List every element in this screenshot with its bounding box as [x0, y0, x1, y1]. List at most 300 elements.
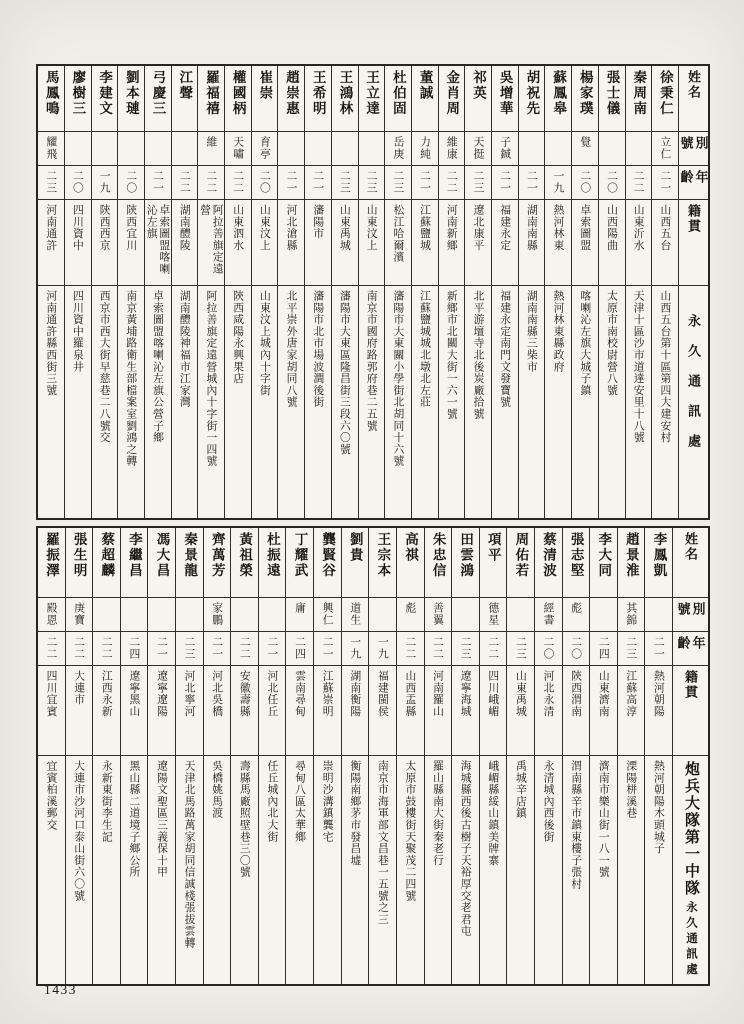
origin-cell — [590, 666, 617, 756]
address-cell — [535, 756, 562, 984]
person-alias: 耀飛 — [45, 136, 58, 160]
person-age: 二二 — [100, 636, 113, 660]
person-origin: 四川宜賓 — [45, 670, 58, 718]
header-age-cell — [679, 166, 708, 200]
origin-cell — [252, 200, 278, 286]
name-cell — [342, 528, 369, 598]
address-cell — [314, 756, 341, 984]
alias-cell — [535, 598, 562, 632]
address-cell — [425, 756, 452, 984]
person-column — [598, 66, 625, 518]
name-cell — [38, 66, 64, 132]
age-cell — [93, 632, 120, 666]
person-alias: 彪 — [570, 602, 583, 614]
person-origin: 河南羅山 — [432, 670, 445, 718]
alias-cell — [618, 598, 645, 632]
address-cell — [92, 286, 118, 518]
person-address: 渭南縣辛市鎮東樓子張村 — [570, 760, 583, 890]
origin-cell — [176, 666, 203, 756]
name-cell — [314, 528, 341, 598]
age-cell — [626, 166, 652, 200]
person-alias: 庸 — [294, 602, 307, 614]
person-age: 二一 — [321, 636, 334, 660]
person-address: 喀喇沁左旗大城子鎮 — [579, 290, 592, 397]
person-age: 二三 — [392, 170, 405, 194]
address-cell — [439, 286, 465, 518]
alias-cell — [507, 598, 534, 632]
age-cell — [286, 632, 313, 666]
age-cell — [225, 166, 251, 200]
header-address-label: 永久通訊處 — [686, 314, 701, 464]
person-name: 王鴻林 — [337, 70, 353, 117]
person-origin: 河北滄縣 — [285, 204, 298, 252]
person-name: 張士儀 — [604, 70, 620, 117]
age-cell — [599, 166, 625, 200]
person-age: 二二 — [232, 170, 245, 194]
person-address: 瀋陽市大東關小學街北胡同十六號 — [392, 290, 405, 467]
address-cell — [66, 756, 93, 984]
person-name: 蘇鳳皋 — [551, 70, 567, 117]
person-column — [411, 66, 438, 518]
name-cell — [535, 528, 562, 598]
person-address: 西京市西大街早慈巷二八號交 — [98, 290, 111, 444]
age-cell — [66, 632, 93, 666]
age-cell — [465, 166, 491, 200]
person-name: 馮大昌 — [154, 532, 170, 579]
person-name: 張志堅 — [568, 532, 584, 579]
person-alias: 維康 — [445, 136, 458, 160]
person-column — [491, 66, 518, 518]
age-cell — [572, 166, 598, 200]
age-cell — [198, 166, 224, 200]
origin-cell — [342, 666, 369, 756]
origin-cell — [545, 200, 571, 286]
header-age-cell — [673, 632, 708, 666]
origin-cell — [480, 666, 507, 756]
person-address: 北平游壇寺北後炭廠拾號 — [472, 290, 485, 420]
name-cell — [38, 528, 65, 598]
name-cell — [465, 66, 491, 132]
age-cell — [480, 632, 507, 666]
person-name: 劉貴 — [347, 532, 363, 563]
person-age: 二二 — [205, 170, 218, 194]
person-name: 崔崇 — [257, 70, 273, 101]
person-address: 壽縣馬廠照壁巷三〇號 — [238, 760, 251, 878]
address-cell — [225, 286, 251, 518]
person-origin: 瀋陽市 — [312, 204, 325, 240]
person-age: 二二 — [45, 636, 58, 660]
person-alias: 岳庚 — [392, 136, 405, 160]
origin-cell — [535, 666, 562, 756]
name-cell — [148, 528, 175, 598]
person-alias: 力純 — [419, 136, 432, 160]
person-age: 二一 — [525, 170, 538, 194]
person-age: 一九 — [376, 636, 389, 660]
age-cell — [425, 632, 452, 666]
person-address: 太原市南校尉營八號 — [605, 290, 618, 397]
person-column — [117, 66, 144, 518]
age-cell — [618, 632, 645, 666]
person-address: 羅山縣南大街秦老行 — [432, 760, 445, 867]
address-cell — [278, 286, 304, 518]
alias-cell — [626, 132, 652, 166]
person-address: 黑山縣二道境子鄉公所 — [128, 760, 141, 878]
person-age: 二三 — [338, 170, 351, 194]
name-cell — [278, 66, 304, 132]
address-cell — [507, 756, 534, 984]
alias-cell — [38, 598, 65, 632]
person-column — [651, 66, 678, 518]
person-origin: 遼寧遼陽 — [155, 670, 168, 718]
person-origin: 卓索圖盟喀喇沁左旗 — [145, 204, 171, 275]
origin-cell — [397, 666, 424, 756]
name-cell — [172, 66, 198, 132]
person-origin: 山西五台 — [659, 204, 672, 252]
origin-cell — [626, 200, 652, 286]
person-origin: 山東泗水 — [232, 204, 245, 252]
address-cell — [599, 286, 625, 518]
origin-cell — [38, 666, 65, 756]
person-name: 王立達 — [364, 70, 380, 117]
name-cell — [563, 528, 590, 598]
person-column — [368, 528, 396, 984]
person-origin: 卓索圖盟 — [579, 204, 592, 252]
person-name: 徐秉仁 — [657, 70, 673, 117]
origin-cell — [652, 200, 678, 286]
person-origin: 山東禹城 — [514, 670, 527, 718]
alias-cell — [204, 598, 231, 632]
person-alias: 天嘯 — [232, 136, 245, 160]
age-cell — [563, 632, 590, 666]
person-age: 二三 — [459, 636, 472, 660]
alias-cell — [231, 598, 258, 632]
person-age: 一九 — [98, 170, 111, 194]
person-origin: 安徽壽縣 — [238, 670, 251, 718]
person-alias: 天挺 — [472, 136, 485, 160]
person-age: 二〇 — [542, 636, 555, 660]
address-cell — [590, 756, 617, 984]
person-address: 福建永定南門文發寶號 — [499, 290, 512, 408]
header-alias-cell — [679, 132, 708, 166]
person-origin: 江蘇崇明 — [321, 670, 334, 718]
roster-table-bottom — [36, 526, 710, 986]
address-cell — [231, 756, 258, 984]
address-cell — [93, 756, 120, 984]
person-origin: 山東沂水 — [632, 204, 645, 252]
alias-cell — [121, 598, 148, 632]
person-name: 蔡超麟 — [99, 532, 115, 579]
person-name: 田雲鴻 — [458, 532, 474, 579]
person-alias: 庚寶 — [73, 602, 86, 626]
address-cell — [465, 286, 491, 518]
name-cell — [332, 66, 358, 132]
alias-cell — [492, 132, 518, 166]
age-cell — [38, 632, 65, 666]
address-cell — [198, 286, 224, 518]
address-cell — [118, 286, 144, 518]
header-origin-label: 籍貫 — [686, 204, 701, 234]
name-cell — [545, 66, 571, 132]
person-column — [313, 528, 341, 984]
person-origin: 四川峨嵋 — [487, 670, 500, 718]
person-age: 二三 — [365, 170, 378, 194]
age-cell — [369, 632, 396, 666]
person-column — [341, 528, 369, 984]
person-column — [396, 528, 424, 984]
header-origin-label: 籍貫 — [683, 670, 698, 700]
address-cell — [259, 756, 286, 984]
origin-cell — [645, 666, 672, 756]
age-cell — [645, 632, 672, 666]
age-cell — [397, 632, 424, 666]
age-cell — [342, 632, 369, 666]
name-cell — [66, 528, 93, 598]
header-age-label: 年齡 — [679, 170, 708, 185]
person-address: 湖南醴陵神福市江家灣 — [178, 290, 191, 408]
alias-cell — [397, 598, 424, 632]
origin-cell — [314, 666, 341, 756]
origin-cell — [231, 666, 258, 756]
person-alias: 育亭 — [258, 136, 271, 160]
alias-cell — [425, 598, 452, 632]
origin-cell — [93, 666, 120, 756]
page-number: 1433 — [44, 982, 77, 997]
person-origin: 江西永新 — [100, 670, 113, 718]
origin-cell — [286, 666, 313, 756]
name-cell — [618, 528, 645, 598]
age-cell — [412, 166, 438, 200]
age-cell — [38, 166, 64, 200]
person-column — [617, 528, 645, 984]
person-origin: 山東汶上 — [365, 204, 378, 252]
name-cell — [652, 66, 678, 132]
person-address: 南京黃埔路衛生部檔案室劉鴻之轉 — [125, 290, 138, 467]
alias-cell — [652, 132, 678, 166]
origin-cell — [465, 200, 491, 286]
person-name: 丁耀武 — [292, 532, 308, 579]
address-cell — [204, 756, 231, 984]
address-cell — [176, 756, 203, 984]
person-alias: 子鋮 — [499, 136, 512, 160]
header-address-cell — [679, 286, 708, 518]
name-cell — [252, 66, 278, 132]
person-age: 二三 — [625, 636, 638, 660]
address-cell — [252, 286, 278, 518]
person-name: 羅福禧 — [203, 70, 219, 117]
name-cell — [204, 528, 231, 598]
header-alias-label: 別號 — [679, 136, 708, 151]
name-cell — [305, 66, 331, 132]
age-cell — [145, 166, 171, 200]
person-alias: 經書 — [542, 602, 555, 626]
alias-cell — [342, 598, 369, 632]
person-column — [304, 66, 331, 518]
name-cell — [590, 528, 617, 598]
person-name: 馬鳳鳴 — [43, 70, 59, 117]
origin-cell — [412, 200, 438, 286]
person-name: 李大同 — [596, 532, 612, 579]
name-cell — [93, 528, 120, 598]
person-name: 李繼昌 — [126, 532, 142, 579]
person-address: 永新東街李生記 — [100, 760, 113, 843]
age-cell — [535, 632, 562, 666]
age-cell — [439, 166, 465, 200]
name-cell — [231, 528, 258, 598]
person-name: 祁英 — [470, 70, 486, 101]
person-alias: 家鵬 — [211, 602, 224, 626]
person-origin: 湖南南縣 — [525, 204, 538, 252]
age-cell — [359, 166, 385, 200]
age-cell — [519, 166, 545, 200]
person-origin: 松江哈爾濱 — [392, 204, 405, 263]
header-column — [672, 528, 708, 984]
origin-cell — [492, 200, 518, 286]
person-origin: 湖南衡陽 — [349, 670, 362, 718]
person-column — [91, 66, 118, 518]
address-cell — [452, 756, 479, 984]
person-column — [147, 528, 175, 984]
name-cell — [425, 528, 452, 598]
alias-cell — [480, 598, 507, 632]
person-column — [384, 66, 411, 518]
address-cell — [412, 286, 438, 518]
person-column — [589, 528, 617, 984]
person-age: 二一 — [285, 170, 298, 194]
person-address: 崇明沙溝鎮龔宅 — [321, 760, 334, 843]
person-origin: 河南通許 — [45, 204, 58, 252]
age-cell — [545, 166, 571, 200]
person-column — [358, 66, 385, 518]
person-name: 趙景淮 — [623, 532, 639, 579]
person-name: 胡祝先 — [524, 70, 540, 117]
name-cell — [118, 66, 144, 132]
person-name: 江聲 — [177, 70, 193, 101]
origin-cell — [385, 200, 411, 286]
person-origin: 阿拉善旗定遠營 — [199, 204, 224, 275]
origin-cell — [278, 200, 304, 286]
person-address: 溧陽栟溪巷 — [625, 760, 638, 819]
person-age: 二〇 — [258, 170, 271, 194]
alias-cell — [452, 598, 479, 632]
name-cell — [225, 66, 251, 132]
name-cell — [385, 66, 411, 132]
alias-cell — [172, 132, 198, 166]
person-name: 秦周南 — [631, 70, 647, 117]
person-address: 永清城內西後街 — [542, 760, 555, 843]
person-name: 羅振澤 — [44, 532, 60, 579]
header-column — [678, 66, 708, 518]
person-alias: 其錦 — [625, 602, 638, 626]
age-cell — [118, 166, 144, 200]
alias-cell — [465, 132, 491, 166]
person-name: 李鳳凱 — [651, 532, 667, 579]
address-cell — [65, 286, 91, 518]
person-alias: 道生 — [349, 602, 362, 626]
age-cell — [332, 166, 358, 200]
person-name: 李建文 — [97, 70, 113, 117]
person-age: 二三 — [514, 636, 527, 660]
alias-cell — [65, 132, 91, 166]
alias-cell — [590, 598, 617, 632]
origin-cell — [66, 666, 93, 756]
person-address: 尋甸八區太華鄉 — [294, 760, 307, 843]
person-column — [424, 528, 452, 984]
person-alias: 德星 — [487, 602, 500, 626]
person-address: 南京市海軍部文昌巷一五號之三 — [376, 760, 389, 926]
person-origin: 河北寧河 — [183, 670, 196, 718]
age-cell — [65, 166, 91, 200]
alias-cell — [286, 598, 313, 632]
address-cell — [492, 286, 518, 518]
person-name: 廖樹三 — [70, 70, 86, 117]
alias-cell — [519, 132, 545, 166]
person-column — [65, 528, 93, 984]
person-column — [479, 528, 507, 984]
age-cell — [385, 166, 411, 200]
alias-cell — [38, 132, 64, 166]
alias-cell — [545, 132, 571, 166]
person-column — [144, 66, 171, 518]
person-age: 二一 — [155, 636, 168, 660]
address-cell — [626, 286, 652, 518]
address-cell — [545, 286, 571, 518]
origin-cell — [563, 666, 590, 756]
address-cell — [618, 756, 645, 984]
name-cell — [92, 66, 118, 132]
person-address: 卓索圖盟喀喇沁左旗公營子鄉 — [152, 290, 165, 444]
person-column — [331, 66, 358, 518]
origin-cell — [204, 666, 231, 756]
name-cell — [65, 66, 91, 132]
person-age: 二一 — [152, 170, 165, 194]
alias-cell — [332, 132, 358, 166]
age-cell — [204, 632, 231, 666]
origin-cell — [425, 666, 452, 756]
address-cell — [563, 756, 590, 984]
alias-cell — [225, 132, 251, 166]
person-age: 二三 — [472, 170, 485, 194]
age-cell — [278, 166, 304, 200]
alias-cell — [92, 132, 118, 166]
person-column — [38, 66, 64, 518]
person-address: 四川資中羅泉井 — [71, 290, 84, 373]
person-age: 二〇 — [605, 170, 618, 194]
roster-frame — [36, 64, 710, 986]
address-cell — [145, 286, 171, 518]
person-name: 弓慶三 — [150, 70, 166, 117]
name-cell — [439, 66, 465, 132]
person-age: 一九 — [349, 636, 362, 660]
person-age: 二〇 — [125, 170, 138, 194]
person-column — [506, 528, 534, 984]
person-origin: 福建閩侯 — [376, 670, 389, 718]
age-cell — [652, 166, 678, 200]
alias-cell — [572, 132, 598, 166]
address-cell — [286, 756, 313, 984]
person-column — [451, 528, 479, 984]
name-cell — [259, 528, 286, 598]
person-name: 吳增華 — [497, 70, 513, 117]
person-address: 遼陽文聖區三義保十甲 — [155, 760, 168, 878]
person-column — [518, 66, 545, 518]
person-column — [571, 66, 598, 518]
person-age: 二三 — [45, 170, 58, 194]
alias-cell — [118, 132, 144, 166]
person-column — [38, 528, 65, 984]
name-cell — [492, 66, 518, 132]
person-column — [203, 528, 231, 984]
person-origin: 河北吳橋 — [211, 670, 224, 718]
